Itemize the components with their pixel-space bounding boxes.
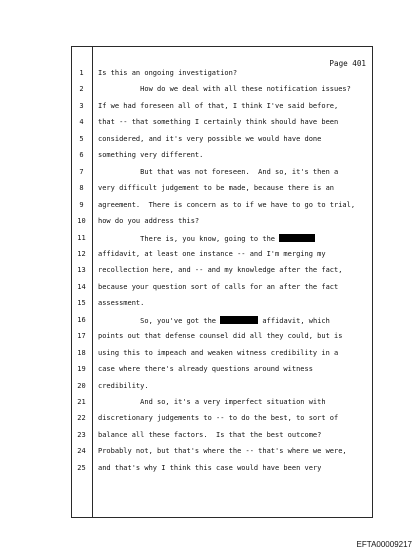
line-text-segment: points out that defense counsel did all they could, but is bbox=[98, 332, 343, 341]
transcript-line bbox=[71, 69, 371, 85]
transcript-line bbox=[71, 151, 371, 167]
line-number: 16 bbox=[77, 315, 86, 324]
line-text bbox=[98, 250, 326, 258]
line-text-segment: Is this an ongoing investigation? bbox=[98, 69, 238, 77]
transcript-line bbox=[71, 135, 371, 151]
transcript-line bbox=[71, 349, 371, 365]
line-text bbox=[98, 398, 326, 406]
transcript-line bbox=[71, 184, 371, 200]
line-number: 20 bbox=[77, 381, 86, 390]
line-number: 18 bbox=[77, 348, 86, 357]
line-text bbox=[98, 85, 351, 93]
line-text bbox=[98, 382, 149, 390]
line-text bbox=[98, 283, 338, 291]
line-number: 7 bbox=[79, 167, 84, 176]
line-text bbox=[98, 118, 338, 126]
line-text bbox=[98, 414, 338, 422]
line-text bbox=[98, 234, 315, 243]
line-text bbox=[98, 365, 313, 373]
line-number: 5 bbox=[79, 134, 84, 143]
transcript-line bbox=[71, 431, 371, 447]
line-text-segment: affidavit, at least one instance -- and I'm merging my bbox=[98, 249, 326, 258]
line-text-segment: very difficult judgement to be made, because there is an bbox=[98, 184, 335, 193]
line-text bbox=[98, 349, 338, 357]
line-text-segment: something very different. bbox=[98, 151, 204, 160]
line-text-segment: Probably not, but that's where the -- that's where we were, bbox=[98, 447, 347, 456]
line-number: 3 bbox=[79, 101, 84, 110]
transcript-line bbox=[71, 382, 371, 398]
line-text-segment: agreement. There is concern as to if we have to go to trial, bbox=[98, 200, 356, 209]
line-text bbox=[98, 316, 330, 325]
line-number: 6 bbox=[79, 151, 84, 160]
line-number: 21 bbox=[77, 398, 86, 406]
line-number: 15 bbox=[77, 299, 86, 308]
line-text-segment: that -- that something I certainly think should have been bbox=[98, 118, 339, 127]
line-text-segment: discretionary judgements to -- to do the best, to sort of bbox=[98, 414, 339, 423]
line-text bbox=[98, 299, 144, 307]
line-number: 14 bbox=[77, 282, 86, 291]
line-text bbox=[98, 201, 355, 209]
transcript-line bbox=[71, 464, 371, 480]
line-text-segment: How do we deal with all these notification issues? bbox=[98, 85, 351, 94]
bates-number: EFTA00009217 bbox=[356, 540, 412, 549]
line-number: 10 bbox=[77, 217, 86, 226]
line-text-segment: how do you address this? bbox=[98, 217, 200, 226]
transcript-line bbox=[71, 414, 371, 430]
transcript-line bbox=[71, 332, 371, 348]
line-number: 1 bbox=[79, 69, 84, 77]
line-number: 19 bbox=[77, 365, 86, 374]
transcript-line bbox=[71, 201, 371, 217]
line-text bbox=[98, 332, 342, 340]
redaction-box bbox=[279, 234, 315, 242]
line-number: 24 bbox=[77, 447, 86, 456]
line-text bbox=[98, 135, 321, 143]
line-number: 17 bbox=[77, 332, 86, 341]
transcript-line bbox=[71, 168, 371, 184]
line-text bbox=[98, 464, 321, 472]
line-text-segment: But that was not foreseen. And so, it's then a bbox=[98, 167, 339, 176]
transcript-line bbox=[71, 266, 371, 282]
line-text-segment: There is, you know, going to the bbox=[98, 234, 280, 243]
line-text bbox=[98, 431, 321, 439]
line-number: 9 bbox=[79, 200, 84, 209]
line-number: 22 bbox=[77, 414, 86, 423]
line-text-segment: balance all these factors. Is that the best outcome? bbox=[98, 430, 322, 439]
line-text bbox=[98, 69, 237, 77]
transcript-line bbox=[71, 299, 371, 315]
transcript-line bbox=[71, 316, 371, 332]
line-text-segment: recollection here, and -- and my knowledge after the fact, bbox=[98, 266, 343, 275]
line-number: 12 bbox=[77, 249, 86, 258]
line-text bbox=[98, 184, 334, 192]
transcript-line bbox=[71, 234, 371, 250]
line-text-segment: because your question sort of calls for an after the fact bbox=[98, 282, 339, 291]
line-text-segment: considered, and it's very possible we would have done bbox=[98, 134, 322, 143]
transcript-line bbox=[71, 102, 371, 118]
line-text bbox=[98, 151, 203, 159]
line-number: 25 bbox=[77, 463, 86, 472]
line-number: 4 bbox=[79, 118, 84, 127]
line-number: 2 bbox=[79, 85, 84, 94]
line-text bbox=[98, 447, 347, 455]
transcript-line bbox=[71, 250, 371, 266]
line-text-segment: If we had foreseen all of that, I think I've said before, bbox=[98, 101, 339, 110]
transcript-line bbox=[71, 283, 371, 299]
line-text-segment: affidavit, which bbox=[258, 316, 330, 325]
transcript-line bbox=[71, 447, 371, 463]
line-number: 23 bbox=[77, 430, 86, 439]
transcript-line bbox=[71, 118, 371, 134]
line-number: 8 bbox=[79, 184, 84, 193]
transcript-line bbox=[71, 217, 371, 233]
transcript-line bbox=[71, 365, 371, 381]
line-text bbox=[98, 102, 338, 110]
line-text-segment: credibility. bbox=[98, 381, 149, 390]
page-number: Page 401 bbox=[329, 59, 366, 68]
line-text-segment: using this to impeach and weaken witness credibility in a bbox=[98, 348, 339, 357]
line-number: 13 bbox=[77, 266, 86, 275]
line-text-segment: assessment. bbox=[98, 299, 145, 308]
line-text bbox=[98, 168, 338, 176]
transcript-line bbox=[71, 398, 371, 414]
line-text-segment: and that's why I think this case would have been very bbox=[98, 463, 322, 472]
line-text bbox=[98, 266, 342, 274]
line-number: 11 bbox=[77, 233, 86, 242]
redaction-box bbox=[220, 316, 258, 324]
line-text-segment: So, you've got the bbox=[98, 316, 221, 325]
line-text bbox=[98, 217, 199, 225]
transcript-line bbox=[71, 85, 371, 101]
line-text-segment: And so, it's a very imperfect situation with bbox=[98, 398, 326, 406]
line-text-segment: case where there's already questions around witness bbox=[98, 365, 313, 374]
